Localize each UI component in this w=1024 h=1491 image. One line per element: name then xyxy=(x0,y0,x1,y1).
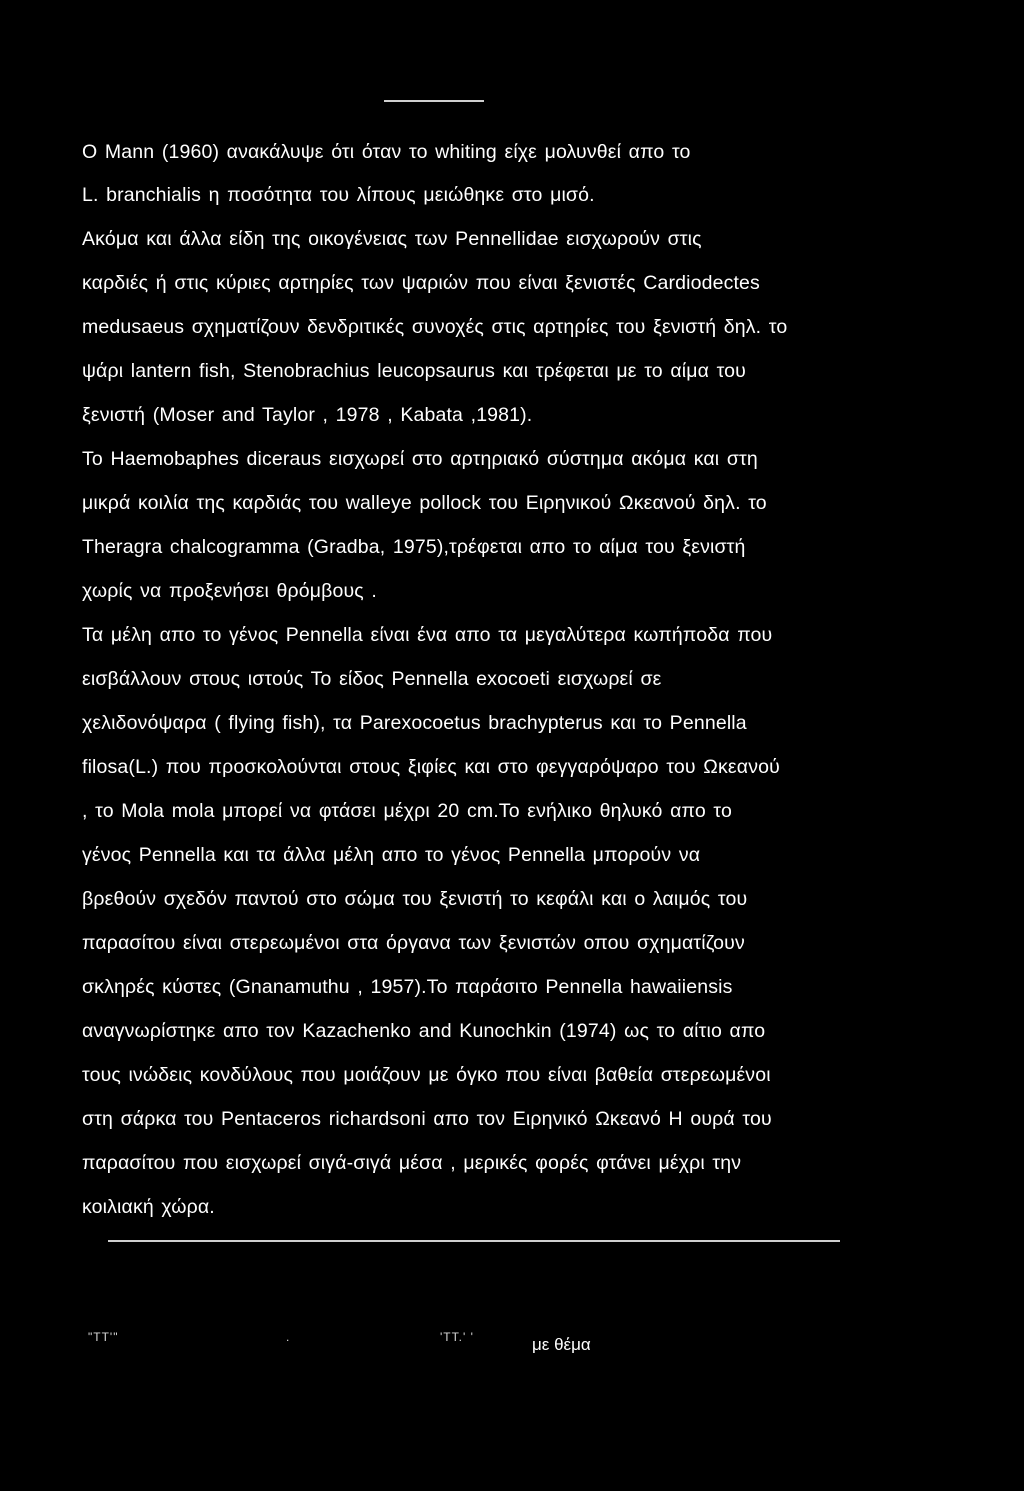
text-line: μικρά κοιλία της καρδιάς του walleye pollock του Ειρηνικού Ωκεανού δηλ. το xyxy=(82,492,767,514)
footer-text: με θέμα xyxy=(532,1335,591,1354)
text-line: αναγνωρίστηκε απο τον Kazachenko and Kunochkin (1974) ως το αίτιο απο xyxy=(82,1020,766,1042)
text-line: ψάρι lantern fish, Stenobrachius leucopsaurus και τρέφεται με το αίμα του xyxy=(82,360,746,382)
text-line: στη σάρκα του Pentaceros richardsoni απο τον Ειρηνικό Ωκεανό Η ουρά του xyxy=(82,1108,772,1130)
text-line: L. branchialis η ποσότητα του λίπους μειώθηκε στο μισό. xyxy=(82,184,595,206)
footnote-rule xyxy=(108,1240,840,1242)
top-rule xyxy=(384,100,484,102)
text-line: παρασίτου που εισχωρεί σιγά-σιγά μέσα , μερικές φορές φτάνει μέχρι την xyxy=(82,1152,742,1174)
text-line: χελιδονόψαρα ( flying fish), τα Parexocoetus brachypterus και το Pennella xyxy=(82,712,747,734)
text-line: εισβάλλουν στους ιστούς Το είδος Pennella exocoeti εισχωρεί σε xyxy=(82,668,662,690)
text-line: παρασίτου είναι στερεωμένοι στα όργανα των ξενιστών οπου σχηματίζουν xyxy=(82,932,745,954)
text-line: medusaeus σχηματίζουν δενδριτικές συνοχές στις αρτηρίες του ξενιστή δηλ. το xyxy=(82,316,788,338)
text-line: γένος Pennella και τα άλλα μέλη απο το γένος Pennella μπορούν να xyxy=(82,844,701,866)
text-line: Το Haemobaphes diceraus εισχωρεί στο αρτηριακό σύστημα ακόμα και στη xyxy=(82,448,758,470)
text-line: τους ινώδεις κονδύλους που μοιάζουν με όγκο που είναι βαθεία στερεωμένοι xyxy=(82,1064,771,1086)
text-line: σκληρές κύστες (Gnanamuthu , 1957).Το παράσιτο Pennella hawaiiensis xyxy=(82,976,733,998)
scan-artifact: "ΤΤ'" xyxy=(88,1330,119,1344)
text-line: χωρίς να προξενήσει θρόμβους . xyxy=(82,580,377,602)
text-line: βρεθούν σχεδόν παντού στο σώμα του ξενιστή το κεφάλι και ο λαιμός του xyxy=(82,888,748,910)
text-line: , το Mola mola μπορεί να φτάσει μέχρι 20 cm.Το ενήλικο θηλυκό απο το xyxy=(82,800,732,822)
text-line: Τα μέλη απο το γένος Pennella είναι ένα απο τα μεγαλύτερα κωπήποδα που xyxy=(82,624,773,646)
scan-artifact: . xyxy=(286,1330,291,1344)
text-line: ξενιστή (Moser and Taylor , 1978 , Kabata ,1981). xyxy=(82,404,533,426)
text-line: Ακόμα και άλλα είδη της οικογένειας των Pennellidae εισχωρούν στις xyxy=(82,228,702,250)
text-line: κοιλιακή χώρα. xyxy=(82,1196,215,1218)
text-line: Theragra chalcogramma (Gradba, 1975),τρέφεται απο το αίμα του ξενιστή xyxy=(82,536,746,558)
scan-artifact: 'ΤΤ.' ' xyxy=(440,1330,474,1344)
text-line: Ο Mann (1960) ανακάλυψε ότι όταν το whiting είχε μολυνθεί απο το xyxy=(82,141,691,163)
text-line: καρδιές ή στις κύριες αρτηρίες των ψαριών που είναι ξενιστές Cardiodectes xyxy=(82,272,760,294)
text-line: filosa(L.) που προσκολούνται στους ξιφίες και στο φεγγαρόψαρο του Ωκεανού xyxy=(82,756,780,778)
